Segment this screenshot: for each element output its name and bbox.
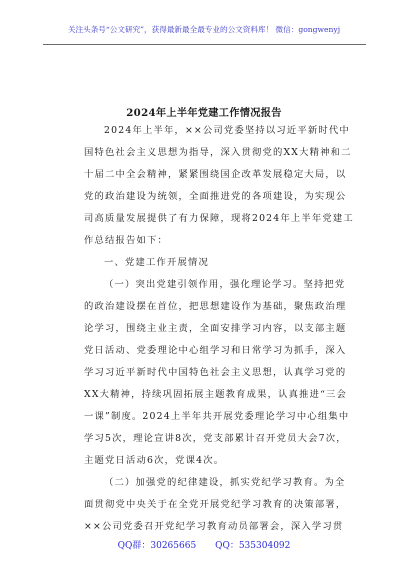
qq-group-text: QQ群：30265665 xyxy=(117,541,197,551)
text-line: （二）加强党的纪律建设，抓实党纪学习教育。为全 xyxy=(104,477,346,488)
text-line: （一）突出党建引领作用，强化理论学习。坚持把党 xyxy=(104,279,346,290)
text-line: XX大精神，持续巩固拓展主题教育成果，认真推进“三会 xyxy=(84,389,348,400)
text-line: 一、党建工作开展情况 xyxy=(104,257,209,268)
paragraph-intro xyxy=(84,120,356,252)
text-line: 作总结报告如下： xyxy=(84,235,168,246)
text-line: 学习习近平新时代中国特色社会主义思想，认真学习党的 xyxy=(84,367,347,378)
section-heading-1 xyxy=(84,252,356,274)
text-line: 2024年上半年，××公司党委坚持以习近平新时代中 xyxy=(104,125,350,136)
text-line: ××公司党委召开党纪学习教育动员部署会，深入学习贯 xyxy=(84,521,344,532)
text-line: 学习5次，理论宣讲8次，党支部累计召开党员大会7次， xyxy=(84,433,347,444)
qq-number-text: QQ：535304092 xyxy=(215,541,291,551)
header-promo-text: 关注头条号“公文研究”，获得最新最全最专业的公文资料库！ 微信：gongwenyj xyxy=(67,25,341,34)
paragraph-discipline xyxy=(84,472,356,538)
text-line: 党的政治建设为统领，全面推进党的各项建设，为实现公 xyxy=(84,191,347,202)
text-line: 一课”制度。2024上半年共开展党委理论学习中心组集中 xyxy=(84,411,350,422)
text-line: 十届二中全会精神，紧紧围绕国企改革发展稳定大局，以 xyxy=(84,169,347,180)
text-line: 国特色社会主义思想为指导，深入贯彻党的XX大精神和二 xyxy=(84,147,352,158)
text-line: 面贯彻党中央关于在全党开展党纪学习教育的决策部署， xyxy=(84,499,347,510)
text-line: 论学习，围绕主业主责，全面安排学习内容，以支部主题 xyxy=(84,323,347,334)
text-line: 司高质量发展提供了有力保障，现将2024年上半年党建工 xyxy=(84,213,354,224)
paragraph-theory-study xyxy=(84,274,356,472)
text-line: 主题党日活动6次，党课4次。 xyxy=(84,455,225,466)
text-line: 的政治建设摆在首位，把思想建设作为基础，聚焦政治理 xyxy=(84,301,347,312)
header-divider xyxy=(43,44,366,45)
text-line: 党日活动、党委理论中心组学习和日常学习为抓手，深入 xyxy=(84,345,347,356)
document-title: 2024年上半年党建工作情况报告 xyxy=(126,107,282,119)
footer-contact xyxy=(0,538,408,551)
